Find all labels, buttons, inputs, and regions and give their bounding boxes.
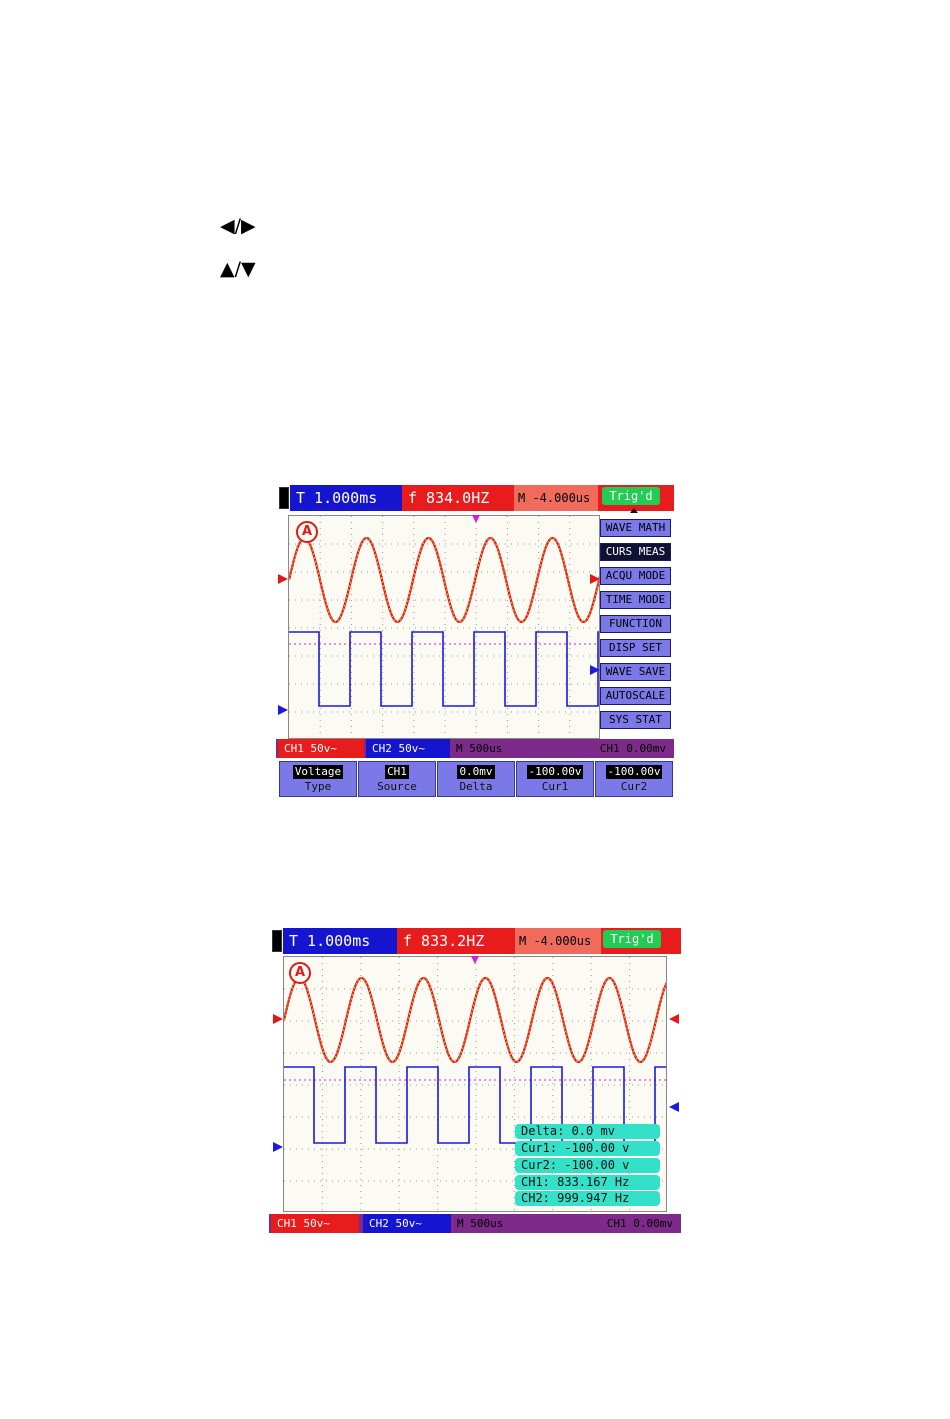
ch1-trigger-marker (669, 1014, 679, 1024)
trigger-status-badge: Trig'd (603, 930, 661, 948)
info-cur1: Cur1: -100.00 v (515, 1141, 660, 1156)
ch1-scale-status: CH1 50v~ (278, 739, 364, 758)
menu-wave-save[interactable]: WAVE SAVE (600, 663, 671, 681)
menu-scroll-up-icon[interactable] (630, 508, 638, 513)
softkey-source-value: CH1 (387, 765, 407, 778)
trigger-level-status: CH1 0.00mv (606, 1217, 673, 1230)
left-right-arrow-glyph: ◀/▶ (220, 215, 256, 237)
ch2-scale-status: CH2 50v~ (366, 739, 452, 758)
ch1-level-marker (278, 574, 288, 584)
main-timebase-status: M 500us (451, 1214, 557, 1233)
main-timebase-status: M 500us (450, 739, 556, 758)
info-ch2-frequency: CH2: 999.947 Hz (515, 1191, 660, 1206)
softkey-cur2-value: -100.00v (607, 765, 661, 778)
frequency-readout: f 834.0HZ (402, 485, 518, 511)
status-bar (276, 739, 674, 758)
ch1-scale-status: CH1 50v~ (271, 1214, 359, 1233)
time-base-readout: T 1.000ms (290, 485, 406, 511)
softkey-bar (276, 761, 674, 797)
up-down-arrow-glyph: ▲/▼ (220, 258, 256, 280)
cursor-measurement-panel (515, 1124, 661, 1208)
softkey-cur1-label: Cur1 (541, 780, 569, 793)
ch2-trigger-marker (590, 665, 600, 675)
trigger-offset-readout: M -4.000us (515, 928, 605, 954)
oscilloscope-screenshot-1 (276, 483, 674, 799)
ch2-level-marker (278, 705, 288, 715)
menu-disp-set[interactable]: DISP SET (600, 639, 671, 657)
softkey-source-label: Source (377, 780, 417, 793)
ch1-level-marker (273, 1014, 283, 1024)
side-menu (600, 519, 672, 735)
menu-time-mode[interactable]: TIME MODE (600, 591, 671, 609)
info-ch1-frequency: CH1: 833.167 Hz (515, 1175, 660, 1190)
softkey-cur1[interactable] (516, 761, 594, 797)
softkey-delta-label: Delta (459, 780, 493, 793)
info-cur2: Cur2: -100.00 v (515, 1158, 660, 1173)
status-bar (269, 1214, 681, 1233)
ch2-level-marker (273, 1142, 283, 1152)
info-delta: Delta: 0.0 mv (515, 1124, 660, 1139)
menu-autoscale[interactable]: AUTOSCALE (600, 687, 671, 705)
menu-wave-math[interactable]: WAVE MATH (600, 519, 671, 537)
ch1-trigger-marker (590, 574, 600, 584)
softkey-type-value: Voltage (294, 765, 342, 778)
oscilloscope-screenshot-2 (269, 926, 681, 1234)
channel-a-badge: A (296, 521, 318, 543)
channel-a-badge: A (289, 962, 311, 984)
trigger-status-badge: Trig'd (602, 487, 660, 505)
menu-curs-meas[interactable]: CURS MEAS (600, 543, 671, 561)
menu-function[interactable]: FUNCTION (600, 615, 671, 633)
time-base-readout: T 1.000ms (283, 928, 401, 954)
menu-sys-stat[interactable]: SYS STAT (600, 711, 671, 729)
trigger-offset-readout: M -4.000us (514, 485, 602, 511)
softkey-cur1-value: -100.00v (528, 765, 582, 778)
softkey-cur2-label: Cur2 (620, 780, 648, 793)
softkey-type[interactable] (279, 761, 357, 797)
softkey-cur2[interactable] (595, 761, 673, 797)
softkey-type-label: Type (304, 780, 332, 793)
menu-acqu-mode[interactable]: ACQU MODE (600, 567, 671, 585)
softkey-source[interactable] (358, 761, 436, 797)
ch2-scale-status: CH2 50v~ (363, 1214, 451, 1233)
trigger-level-status: CH1 0.00mv (599, 742, 666, 755)
trigger-position-marker (472, 515, 480, 523)
softkey-delta[interactable] (437, 761, 515, 797)
frequency-readout: f 833.2HZ (397, 928, 519, 954)
trigger-position-marker (471, 956, 479, 964)
ch2-trigger-marker (669, 1102, 679, 1112)
softkey-delta-value: 0.0mv (459, 765, 493, 778)
